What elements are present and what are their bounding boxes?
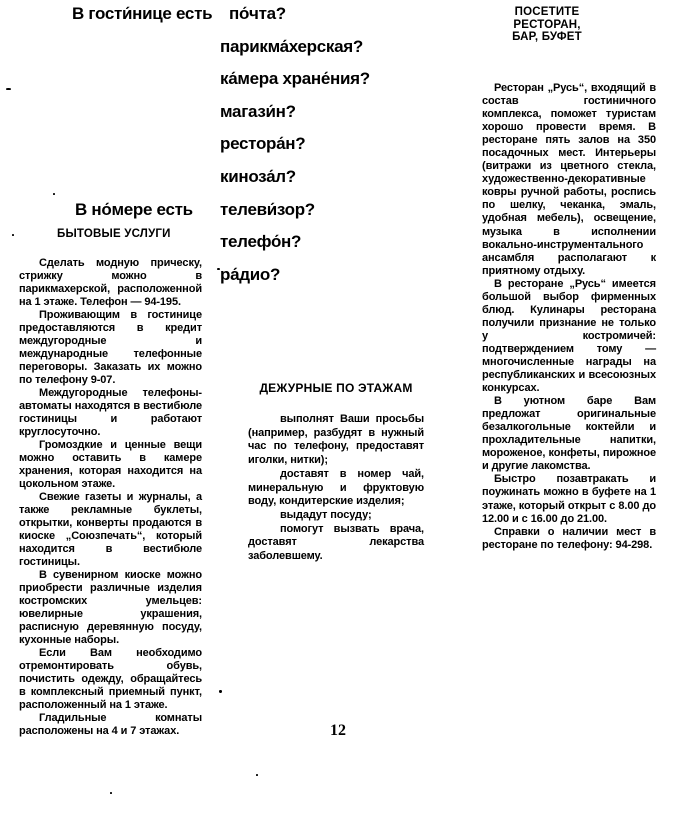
floor-attendants-heading: ДЕЖУРНЫЕ ПО ЭТАЖАМ xyxy=(259,381,413,395)
paragraph: выдадут посуду; xyxy=(280,508,372,521)
question-item: по́чта? xyxy=(229,4,286,23)
paragraph: Справки о наличии мест в ресторане по телефону: 94-298. xyxy=(482,525,656,551)
paragraph: доставят в номер чай, минеральную и фруктовую воду, кондитерские изделия; xyxy=(248,467,424,508)
paragraph: Проживающим в гостинице предоставляются в кредит междугородные и международные телефонные переговоры. Заказать их можно по телефону 9-07. xyxy=(19,309,202,386)
paragraph: выполнят Ваши просьбы (например, разбудят в нужный час по телефону, предоставят иголки, нитки); xyxy=(248,413,424,467)
paragraph: Сделать модную прическу, стрижку можно в парикмахерской, расположенной на 1 этаже. Телефон — 94-195. xyxy=(19,257,202,308)
paragraph: Ресторан „Русь“, входящий в состав гостиничного комплекса, поможет туристам хорошо провести время. В ресторане пять залов на 350 посадочных мест. Интерьеры (витражи из цветного стекла, художественно-декоративные ковры ручной работы, роспись по шелку, чеканка, эмаль, удобная мебель), освещение, музыка в исполнении вокально-инструментального ансамбля располагают к приятному отдыху. xyxy=(482,82,656,277)
question-item: киноза́л? xyxy=(220,166,296,186)
paragraph: Междугородные телефоны-автоматы находятся в вестибюле гостиницы и работают круглосуточно. xyxy=(19,387,202,438)
paragraph: Свежие газеты и журналы, а также рекламные буклеты, открытки, конверты продаются в киоске „Союзпечать“, который находится в вестибюле гостиницы. xyxy=(19,491,202,568)
paragraph: Если Вам необходимо отремонтировать обувь, почистить одежду, обращайтесь в комплексный приемный пункт, расположенный на 1 этаже. xyxy=(19,647,202,711)
scan-speck xyxy=(12,234,14,236)
question-item: магази́н? xyxy=(220,101,296,121)
paragraph: Быстро позавтракать и поужинать можно в буфете на 1 этаже, который открыт с 8.00 до 12.00 и с 16.00 до 21.00. xyxy=(482,473,656,525)
paragraph: В ресторане „Русь“ имеется большой выбор фирменных блюд. Кулинары ресторана получили признание не только у костромичей: подтверждением тому — многочисленные награды на республиканских и всесоюзных конкурсах. xyxy=(482,277,656,395)
scan-speck xyxy=(110,792,112,794)
paragraph: В сувенирном киоске можно приобрести различные изделия костромских умельцев: ювелирные украшения, расписную деревянную посуду, кухонные наборы. xyxy=(19,569,202,646)
page-number: 12 xyxy=(330,722,346,739)
question-item: телефо́н? xyxy=(220,232,302,252)
scan-speck xyxy=(219,690,222,693)
question-item: ра́дио? xyxy=(220,264,281,284)
paragraph: Громоздкие и ценные вещи можно оставить в камере хранения, которая находится на цокольном этаже. xyxy=(19,439,202,490)
restaurant-heading xyxy=(483,6,611,44)
paragraph: помогут вызвать врача, доставят лекарства заболевшему. xyxy=(248,522,424,563)
question-item: ка́мера хране́ния? xyxy=(220,69,370,89)
question-item: рестора́н? xyxy=(220,134,306,154)
question-item: парикма́херская? xyxy=(220,36,363,56)
question-item: телеви́зор? xyxy=(220,199,315,219)
household-services-text xyxy=(19,257,202,738)
room-questions-intro: В но́мере есть xyxy=(75,200,193,219)
scan-speck xyxy=(256,774,258,776)
restaurant-text xyxy=(482,82,656,552)
scan-speck xyxy=(6,88,11,90)
scan-speck xyxy=(53,193,55,195)
paragraph: Гладильные комнаты расположены на 4 и 7 этажах. xyxy=(19,712,202,737)
restaurant-heading-line: ПОСЕТИТЕ РЕСТОРАН, xyxy=(513,6,581,31)
questions-list xyxy=(220,3,370,296)
scan-speck xyxy=(217,268,220,270)
floor-attendants-text xyxy=(248,413,424,564)
restaurant-heading-line: БАР, БУФЕТ xyxy=(512,31,582,43)
hotel-questions-intro: В гости́нице есть xyxy=(72,4,213,23)
household-services-heading: БЫТОВЫЕ УСЛУГИ xyxy=(57,228,171,240)
paragraph: В уютном баре Вам предложат оригинальные безалкогольные коктейли и прохладительные напитки, мороженое, конфеты, пирожное и другие лакомства. xyxy=(482,395,656,473)
